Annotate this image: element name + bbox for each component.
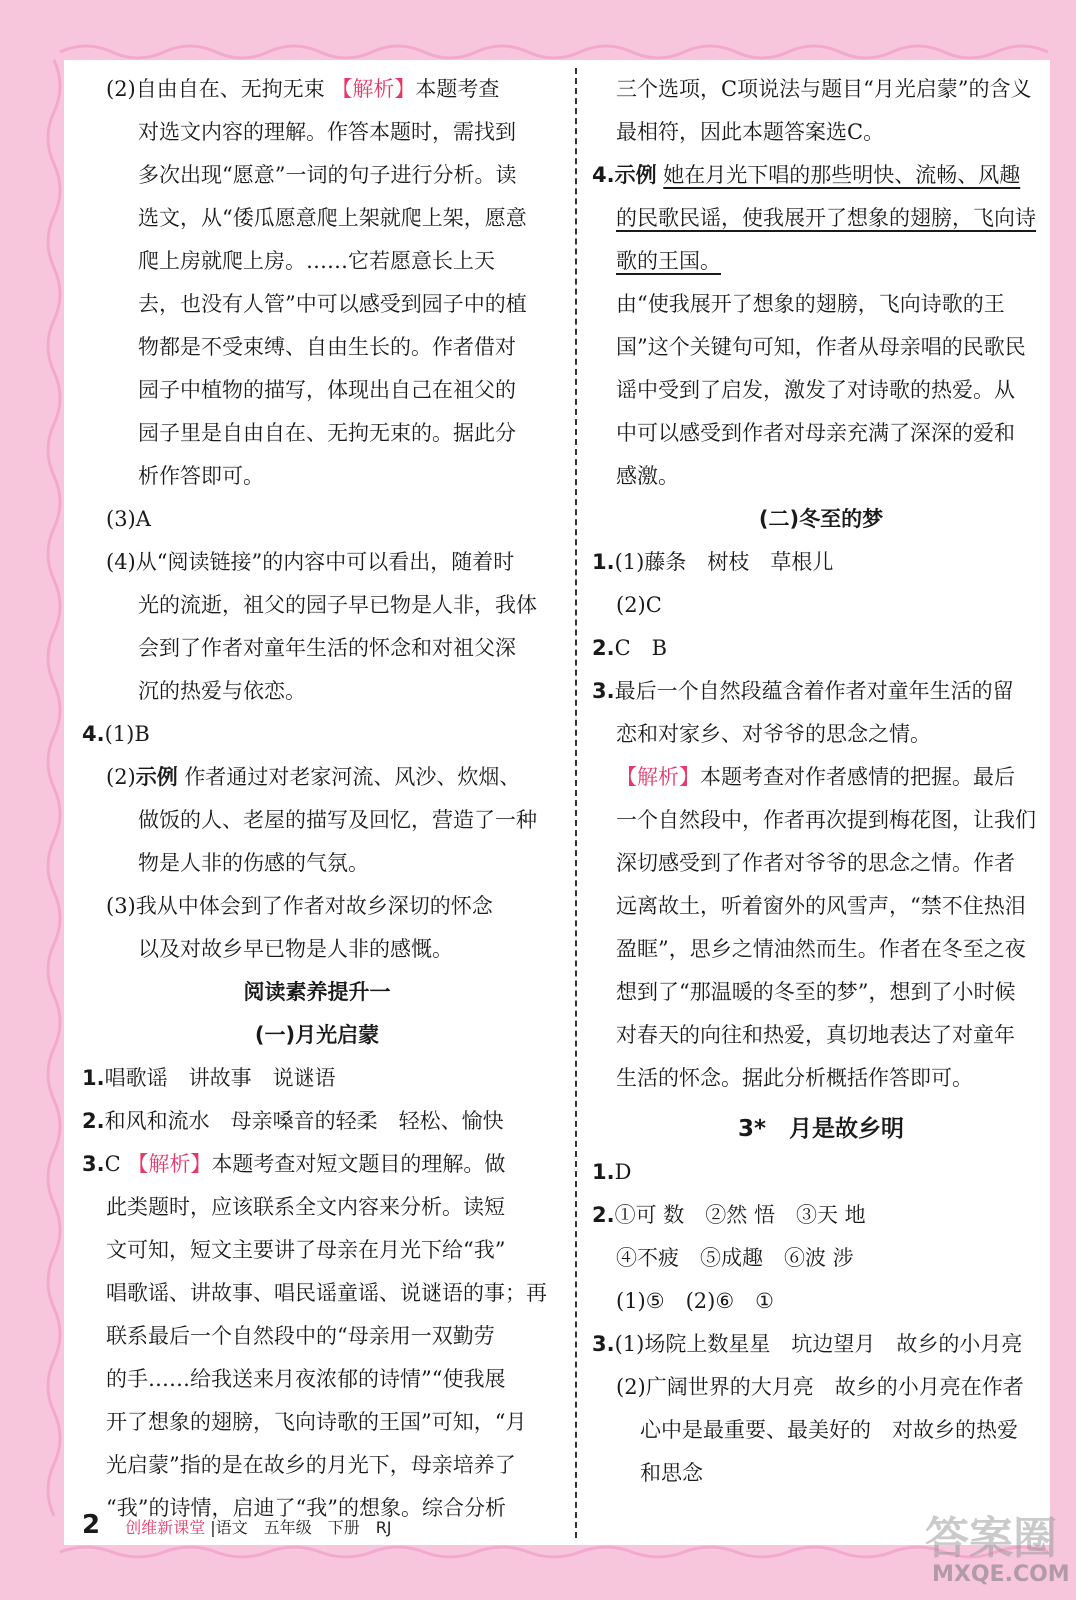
left-wave-border (0, 0, 70, 1600)
question-1: 1.唱歌谣 讲故事 说谜语 (82, 1066, 336, 1090)
column-divider (575, 68, 577, 1538)
answer-line: 国”这个关键句可知，作者从母亲唱的民歌民 (616, 335, 1026, 359)
answer-line: 对春天的向往和热爱，真切地表达了对童年 (616, 1023, 1015, 1047)
answer-line: 此类题时，应该联系全文内容来分析。读短 (106, 1195, 505, 1219)
question-3: 3.(1)场院上数星星 坑边望月 故乡的小月亮 (592, 1332, 1023, 1356)
answer-line: 光的流逝，祖父的园子早已物是人非，我体 (138, 593, 537, 617)
subsection-heading: (一)月光启蒙 (254, 1023, 380, 1047)
answer-line: 的民歌民谣，使我展开了想象的翅膀，飞向诗 (616, 206, 1036, 230)
example-label: 示例 (614, 163, 657, 187)
right-column (592, 68, 1050, 1495)
question-2: 2.和风和流水 母亲嗓音的轻柔 轻松、愉快 (82, 1109, 504, 1133)
watermark-logo: 答案圈 (925, 1513, 1057, 1564)
question-number: 1. (592, 1160, 615, 1184)
answer-line: 对选文内容的理解。作答本题时，需找到 (138, 120, 516, 144)
answer-line: 物是人非的伤感的气氛。 (138, 851, 369, 875)
answer-line: 做饭的人、老屋的描写及回忆，营造了一种 (138, 808, 537, 832)
answer-line: 园子中植物的描写，体现出自己在祖父的 (138, 378, 516, 402)
answer-line: 和思念 (640, 1461, 703, 1485)
section-heading: 阅读素养提升一 (243, 980, 391, 1004)
answer-line: 谣中受到了启发，激发了对诗歌的热爱。从 (616, 378, 1015, 402)
question-number: 1. (82, 1066, 105, 1090)
answer-line: 心中是最重要、最美好的 对故乡的热爱 (640, 1418, 1018, 1442)
question-number: 3. (592, 1332, 615, 1356)
bottom-wave-border (0, 1540, 1076, 1600)
answer-line: 联系最后一个自然段中的“母亲用一双勤劳 (106, 1324, 495, 1348)
question-1: 1.D (592, 1160, 632, 1184)
answer-line: 园子里是自由自在、无拘无束的。据此分 (138, 421, 516, 445)
question-2: 2.C B (592, 636, 668, 660)
answer-line: 选文，从“倭瓜愿意爬上架就爬上架，愿意 (138, 206, 527, 230)
analysis-tag: 【解析】 (616, 765, 700, 789)
question-1: 1.(1)藤条 树枝 草根儿 (592, 550, 834, 574)
answer-line: 去，也没有人管”中可以感受到园子中的植 (138, 292, 527, 316)
example-label: 示例 (135, 765, 178, 789)
question-number: 2. (82, 1109, 105, 1133)
analysis-tag: 【解析】 (127, 1152, 212, 1176)
question-3: 3.C 【解析】本题考查对短文题目的理解。做 (82, 1152, 506, 1176)
answer-line: 由“使我展开了想象的翅膀，飞向诗歌的王 (616, 292, 1005, 316)
answer-line: 的手……给我送来月夜浓郁的诗情”“使我展 (106, 1367, 506, 1391)
answer-line: (3)A (106, 507, 151, 531)
analysis-tag: 【解析】 (331, 77, 416, 101)
answer-line: 会到了作者对童年生活的怀念和对祖父深 (138, 636, 516, 660)
question-number: 4. (82, 722, 105, 746)
page-number: 2 (82, 1510, 101, 1540)
answer-line: 想到了“那温暖的冬至的梦”，想到了小时候 (616, 980, 1016, 1004)
question-3: 3.最后一个自然段蕴含着作者对童年生活的留 (592, 679, 1014, 703)
question-number: 4. (592, 163, 615, 187)
answer-line: (2)C (616, 593, 662, 617)
page-footer (82, 1505, 392, 1545)
answer-line: (2)示例 作者通过对老家河流、风沙、炊烟、 (106, 765, 521, 789)
answer-line: ④不疲 ⑤成趣 ⑥波 涉 (616, 1246, 854, 1270)
answer-line: (1)⑤ (2)⑥ ① (616, 1289, 774, 1313)
answer-line: 【解析】本题考查对作者感情的把握。最后 (616, 765, 1015, 789)
question-2: 2.①可 数 ②然 悟 ③天 地 (592, 1203, 866, 1227)
left-column (82, 68, 552, 1530)
answer-line: 生活的怀念。据此分析概括作答即可。 (616, 1066, 973, 1090)
answer-line: 光启蒙”指的是在故乡的月光下，母亲培养了 (106, 1453, 516, 1477)
book-info: |语文 五年级 下册 RJ (210, 1518, 392, 1537)
answer-line: 以及对故乡早已物是人非的感慨。 (138, 937, 453, 961)
answer-line: (3)我从中体会到了作者对故乡深切的怀念 (106, 894, 493, 918)
answer-line: 最相符，因此本题答案选C。 (616, 120, 885, 144)
question-number: 3. (82, 1152, 105, 1176)
question-number: 2. (592, 1203, 615, 1227)
answer-line: 恋和对家乡、对爷爷的思念之情。 (616, 722, 931, 746)
answer-line: 爬上房就爬上房。……它若愿意长上天 (138, 249, 495, 273)
answer-line: 文可知，短文主要讲了母亲在月光下给“我” (106, 1238, 506, 1262)
answer-line: 歌的王国。 (616, 249, 721, 273)
answer-line: 开了想象的翅膀，飞向诗歌的王国”可知，“月 (106, 1410, 527, 1434)
question-number: 1. (592, 550, 615, 574)
brand-name: 创维新课堂 (125, 1518, 206, 1537)
question-4: 4.示例 她在月光下唱的那些明快、流畅、风趣 (592, 163, 1021, 187)
lesson-heading: 3* 月是故乡明 (737, 1116, 905, 1142)
answer-line: 多次出现“愿意”一词的句子进行分析。读 (138, 163, 517, 187)
answer-line: 感激。 (616, 464, 679, 488)
question-4: 4.(1)B (82, 722, 150, 746)
watermark-text: MXQE.COM (932, 1562, 1070, 1587)
answer-line: 沉的热爱与依恋。 (138, 679, 306, 703)
answer-line: 深切感受到了作者对爷爷的思念之情。作者 (616, 851, 1015, 875)
subsection-heading: (二)冬至的梦 (758, 507, 884, 531)
answer-line: 唱歌谣、讲故事、唱民谣童谣、说谜语的事；再 (106, 1281, 547, 1305)
answer-line: (4)从“阅读链接”的内容中可以看出，随着时 (106, 550, 515, 574)
answer-line: (2)广阔世界的大月亮 故乡的小月亮在作者 (616, 1375, 1024, 1399)
answer-line: 析作答即可。 (138, 464, 264, 488)
answer-line: “我”的诗情，启迪了“我”的想象。综合分析 (106, 1496, 506, 1520)
answer-line: 物都是不受束缚、自由生长的。作者借对 (138, 335, 516, 359)
answer-line: 中可以感受到作者对母亲充满了深深的爱和 (616, 421, 1015, 445)
question-number: 2. (592, 636, 615, 660)
answer-line: 三个选项，C项说法与题目“月光启蒙”的含义 (616, 77, 1032, 101)
answer-line: 一个自然段中，作者再次提到梅花图，让我们 (616, 808, 1036, 832)
answer-line: 盈眶”，思乡之情油然而生。作者在冬至之夜 (616, 937, 1026, 961)
question-number: 3. (592, 679, 615, 703)
answer-line: (2)自由自在、无拘无束 【解析】本题考查 (106, 77, 500, 101)
answer-line: 远离故土，听着窗外的风雪声，“禁不住热泪 (616, 894, 1026, 918)
